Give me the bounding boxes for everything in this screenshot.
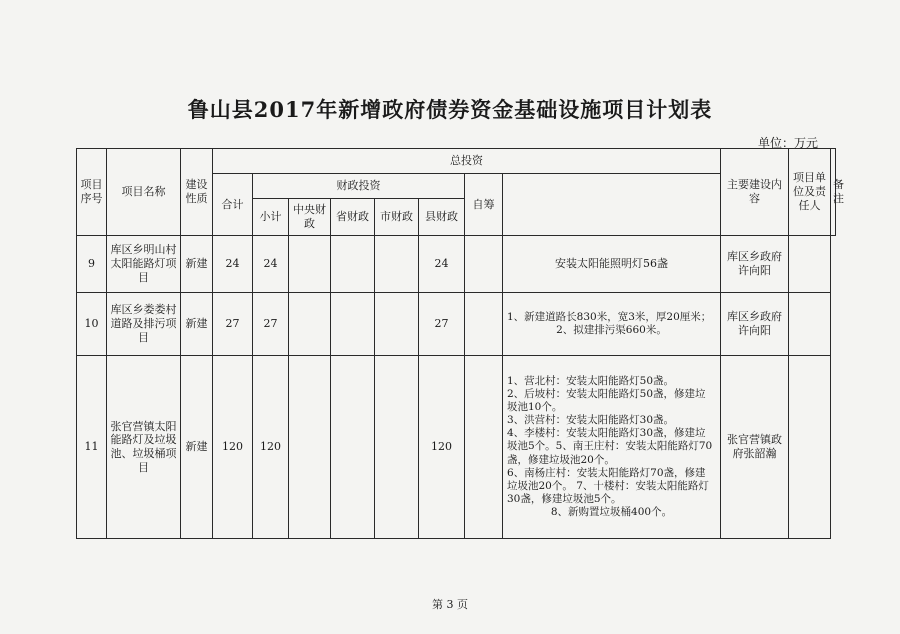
cell-remark	[789, 356, 831, 539]
header-row-1	[77, 149, 836, 174]
content-line: 安装太阳能照明灯56盏	[555, 257, 668, 271]
cell-subtotal: 120	[253, 356, 289, 539]
project-table	[76, 148, 844, 539]
header-content: 主要建设内容	[721, 149, 789, 236]
content-line: 2、后坡村：安装太阳能路灯50盏，修建垃圾池10个。	[507, 387, 706, 414]
content-line: 4、李楼村：安装太阳能路灯30盏，修建垃圾池5个。5、南王庄村：安装太阳能路灯70盏，修建垃圾池20个。	[507, 427, 713, 466]
cell-content	[503, 356, 721, 539]
cell-remark	[789, 293, 831, 356]
header-total-investment: 总投资	[213, 149, 721, 174]
cell-province	[331, 236, 375, 293]
cell-city	[375, 293, 419, 356]
cell-seq: 9	[77, 236, 107, 293]
cell-content	[503, 293, 721, 356]
header-county: 县财政	[419, 199, 465, 236]
cell-city	[375, 356, 419, 539]
header-fiscal: 财政投资	[253, 174, 465, 199]
cell-content	[503, 236, 721, 293]
header-total: 合计	[213, 174, 253, 236]
table-row	[77, 356, 836, 539]
header-name: 项目名称	[107, 149, 181, 236]
cell-name: 库区乡娄娄村道路及排污项目	[107, 293, 181, 356]
cell-total: 27	[213, 293, 253, 356]
header-central: 中央财政	[289, 199, 331, 236]
cell-self-raised	[465, 236, 503, 293]
content-line: 6、南杨庄村：安装太阳能路灯70盏，修建垃圾池20个。 7、十楼村：安装太阳能路灯30盏，修建垃圾池5个。	[507, 466, 709, 505]
content-line: 1、营北村：安装太阳能路灯50盏。	[507, 374, 675, 387]
cell-nature: 新建	[181, 293, 213, 356]
content-line: 2、拟建排污渠660米。	[556, 324, 667, 336]
table-row	[77, 236, 836, 293]
header-remark: 备注	[831, 149, 836, 236]
header-seq: 项目序号	[77, 149, 107, 236]
cell-unit-person: 库区乡政府许向阳	[721, 293, 789, 356]
content-line: 3、洪营村：安装太阳能路灯30盏。	[507, 414, 675, 427]
document-title: 鲁山县2017年新增政府债券资金基础设施项目计划表	[187, 97, 713, 122]
header-self-raised: 自筹	[465, 174, 503, 236]
cell-city	[375, 236, 419, 293]
cell-subtotal: 27	[253, 293, 289, 356]
cell-county: 27	[419, 293, 465, 356]
cell-central	[289, 356, 331, 539]
cell-seq: 10	[77, 293, 107, 356]
cell-total: 24	[213, 236, 253, 293]
cell-subtotal: 24	[253, 236, 289, 293]
header-nature: 建设性质	[181, 149, 213, 236]
cell-nature: 新建	[181, 356, 213, 539]
cell-remark	[789, 236, 831, 293]
cell-nature: 新建	[181, 236, 213, 293]
cell-name: 库区乡明山村太阳能路灯项目	[107, 236, 181, 293]
header-unit-person: 项目单位及责任人	[789, 149, 831, 236]
page-number: 第 3 页	[432, 598, 468, 611]
cell-self-raised	[465, 356, 503, 539]
cell-county: 120	[419, 356, 465, 539]
content-line: 8、新购置垃圾桶400个。	[550, 506, 673, 519]
cell-seq: 11	[77, 356, 107, 539]
cell-unit-person: 张官营镇政府张韶瀚	[721, 356, 789, 539]
content-line: 1、新建道路长830米，宽3米，厚20厘米；	[507, 310, 712, 323]
unit-label: 单位：万元	[757, 136, 818, 150]
header-city: 市财政	[375, 199, 419, 236]
cell-central	[289, 236, 331, 293]
cell-province	[331, 293, 375, 356]
table-row	[77, 293, 836, 356]
cell-name: 张官营镇太阳能路灯及垃圾池、垃圾桶项目	[107, 356, 181, 539]
cell-province	[331, 356, 375, 539]
cell-total: 120	[213, 356, 253, 539]
cell-self-raised	[465, 293, 503, 356]
header-province: 省财政	[331, 199, 375, 236]
cell-unit-person: 库区乡政府许向阳	[721, 236, 789, 293]
header-subtotal: 小计	[253, 199, 289, 236]
cell-county: 24	[419, 236, 465, 293]
cell-central	[289, 293, 331, 356]
